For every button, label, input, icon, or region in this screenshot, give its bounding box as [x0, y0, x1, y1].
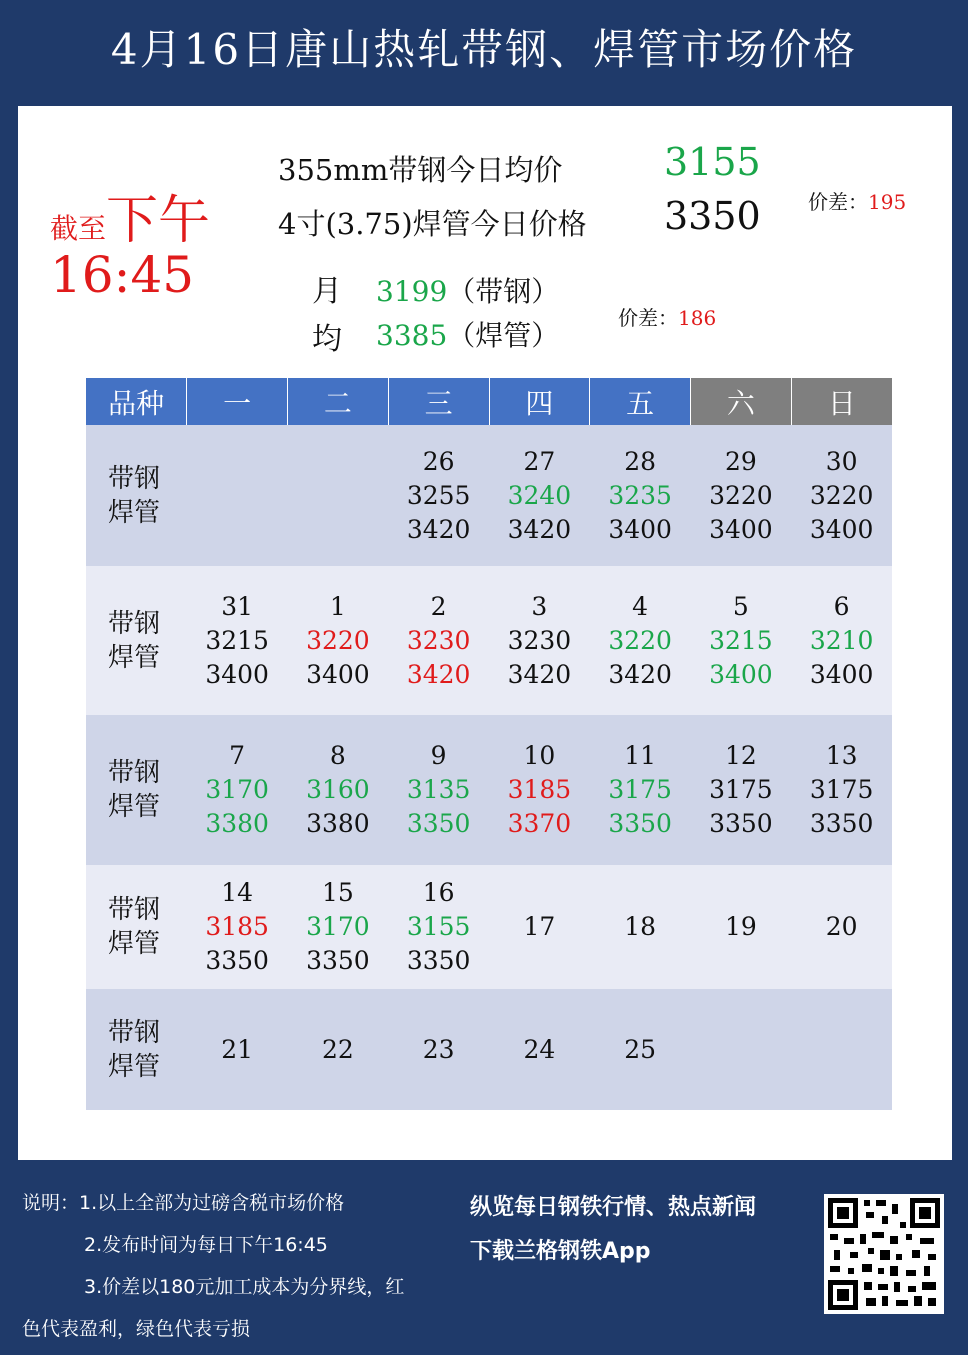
day-cell [187, 566, 288, 715]
kind-pipe-label: 焊管 [108, 792, 161, 822]
strip-avg-value: 3155 [664, 140, 761, 184]
header-sun: 日 [791, 378, 892, 425]
promo-line-1: 纵览每日钢铁行情、热点新闻 [470, 1195, 757, 1220]
kind-cell [86, 566, 187, 715]
note-line-3: 3.价差以180元加工成本为分界线，红 [84, 1276, 405, 1298]
day-cell [187, 865, 288, 989]
kind-strip-label: 带钢 [108, 758, 161, 788]
kind-pipe-label: 焊管 [108, 642, 161, 673]
strip-price: 3170 [306, 912, 370, 941]
kind-strip-label: 带钢 [108, 895, 161, 925]
pipe-price: 3400 [809, 659, 874, 689]
monthly-label-2: 均 [312, 322, 342, 357]
day-cell [388, 989, 489, 1110]
day-cell [590, 989, 691, 1110]
calendar-body [86, 425, 892, 1110]
day-number: 18 [624, 912, 657, 941]
monthly-diff-value: 186 [678, 306, 717, 330]
day-cell [489, 865, 590, 989]
pipe-price: 3420 [406, 659, 471, 689]
calendar-week-row [86, 566, 892, 715]
note-line-1: 说明：1.以上全部为过磅含税市场价格 [22, 1192, 345, 1214]
day-cell [590, 865, 691, 989]
price-panel [18, 106, 952, 1160]
note-line-2: 2.发布时间为每日下午16:45 [84, 1234, 328, 1256]
price-calendar [86, 378, 892, 1110]
day-number: 30 [825, 446, 858, 476]
strip-price: 3220 [809, 480, 874, 510]
day-cell [791, 425, 892, 566]
day-cell [791, 715, 892, 865]
day-number: 24 [523, 1034, 556, 1064]
day-number: 21 [221, 1034, 254, 1064]
day-number: 9 [430, 741, 447, 770]
promo-line-2: 下载兰格钢铁App [470, 1239, 651, 1264]
day-number: 3 [531, 591, 548, 621]
day-number: 17 [523, 912, 556, 941]
pipe-price: 3350 [205, 946, 269, 975]
pipe-price: 3370 [507, 809, 572, 838]
app-promo [470, 1186, 756, 1274]
pipe-price: 3400 [306, 659, 370, 689]
pipe-price: 3420 [406, 514, 471, 544]
day-cell [187, 425, 288, 566]
cutoff-label [50, 178, 210, 253]
kind-strip-label: 带钢 [108, 608, 161, 639]
day-cell [791, 989, 892, 1110]
qr-code-graphic [824, 1194, 944, 1314]
day-number: 16 [422, 878, 455, 907]
day-cell [489, 715, 590, 865]
kind-pipe-label: 焊管 [108, 497, 161, 528]
calendar-week-row [86, 715, 892, 865]
monthly-pipe-suffix: （焊管） [447, 319, 560, 352]
calendar-week-row [86, 989, 892, 1110]
strip-price: 3135 [406, 775, 471, 804]
pipe-price: 3350 [406, 809, 471, 838]
daily-diff-value: 195 [868, 190, 907, 214]
strip-price: 3220 [306, 625, 370, 655]
day-number: 6 [833, 591, 850, 621]
monthly-pipe [376, 314, 559, 354]
day-cell [691, 989, 792, 1110]
pipe-price: 3400 [809, 514, 874, 544]
day-number: 26 [422, 446, 455, 476]
monthly-strip-suffix: （带钢） [447, 275, 560, 308]
kind-strip-label: 带钢 [108, 1017, 161, 1048]
day-number: 25 [624, 1034, 657, 1064]
day-number: 12 [724, 741, 757, 770]
pipe-price-label: 4寸(3.75)焊管今日价格 [278, 207, 587, 241]
day-number: 7 [229, 741, 246, 770]
pipe-price: 3400 [709, 514, 773, 544]
kind-cell [86, 989, 187, 1110]
header-sat: 六 [691, 378, 792, 425]
day-number: 28 [624, 446, 657, 476]
day-number: 14 [221, 878, 254, 907]
strip-price: 3230 [507, 625, 572, 655]
day-number: 8 [329, 741, 346, 770]
day-cell [288, 865, 389, 989]
monthly-strip [376, 270, 559, 310]
strip-price: 3220 [709, 480, 773, 510]
monthly-diff-label: 价差： [618, 306, 678, 330]
day-number: 27 [523, 446, 556, 476]
pipe-price-value: 3350 [664, 194, 761, 238]
strip-price: 3160 [306, 775, 370, 804]
pipe-price: 3400 [608, 514, 672, 544]
kind-cell [86, 425, 187, 566]
kind-pipe-label: 焊管 [108, 1051, 161, 1082]
day-number: 20 [825, 912, 858, 941]
pipe-price: 3380 [306, 809, 370, 838]
strip-price: 3255 [406, 480, 471, 510]
daily-diff [808, 186, 906, 215]
cutoff-time: 16:45 [50, 246, 195, 304]
day-cell [691, 715, 792, 865]
pipe-price: 3350 [306, 946, 370, 975]
pipe-price: 3350 [406, 946, 471, 975]
strip-price: 3230 [406, 625, 471, 655]
strip-price: 3170 [205, 775, 269, 804]
day-cell [388, 715, 489, 865]
calendar-header-row [86, 378, 892, 425]
day-number: 13 [825, 741, 858, 770]
day-cell [590, 566, 691, 715]
strip-price: 3240 [507, 480, 572, 510]
strip-price: 3155 [406, 912, 471, 941]
strip-avg-label: 355mm带钢今日均价 [278, 153, 563, 187]
day-number: 2 [430, 591, 447, 621]
pipe-price: 3420 [507, 659, 572, 689]
day-number: 5 [732, 591, 749, 621]
calendar-week-row [86, 425, 892, 566]
header-kind: 品种 [86, 378, 187, 425]
strip-price: 3175 [709, 775, 773, 804]
day-cell [489, 566, 590, 715]
header-wed: 三 [388, 378, 489, 425]
day-number: 29 [724, 446, 757, 476]
cutoff-period: 下午 [106, 191, 211, 251]
day-cell [187, 715, 288, 865]
day-cell [590, 715, 691, 865]
header-mon: 一 [187, 378, 288, 425]
strip-price: 3185 [205, 912, 269, 941]
strip-price: 3175 [608, 775, 672, 804]
pipe-price: 3350 [608, 809, 672, 838]
strip-price: 3235 [608, 480, 672, 510]
day-cell [590, 425, 691, 566]
day-number: 15 [321, 878, 354, 907]
day-cell [288, 425, 389, 566]
strip-price: 3215 [709, 625, 773, 655]
day-cell [388, 865, 489, 989]
pipe-price: 3400 [205, 659, 269, 689]
monthly-strip-value: 3199 [376, 275, 448, 308]
note-line-4: 色代表盈利，绿色代表亏损 [22, 1318, 251, 1340]
qr-code-icon[interactable] [824, 1194, 944, 1314]
daily-diff-label: 价差： [808, 190, 868, 214]
day-number: 4 [632, 591, 649, 621]
day-number: 22 [321, 1034, 354, 1064]
day-cell [489, 425, 590, 566]
cutoff-prefix: 截至 [50, 212, 107, 245]
monthly-pipe-value: 3385 [376, 319, 448, 352]
day-number: 11 [624, 741, 657, 770]
pipe-price: 3420 [608, 659, 672, 689]
monthly-diff [618, 302, 716, 331]
day-number: 1 [329, 591, 346, 621]
day-cell [691, 865, 792, 989]
day-cell [388, 566, 489, 715]
kind-cell [86, 715, 187, 865]
day-cell [288, 715, 389, 865]
kind-pipe-label: 焊管 [108, 929, 161, 959]
day-cell [187, 989, 288, 1110]
day-cell [388, 425, 489, 566]
header-fri: 五 [590, 378, 691, 425]
pipe-price: 3350 [809, 809, 874, 838]
day-cell [691, 425, 792, 566]
pipe-price: 3420 [507, 514, 572, 544]
day-cell [791, 865, 892, 989]
strip-price: 3185 [507, 775, 572, 804]
pipe-price: 3380 [205, 809, 269, 838]
kind-strip-label: 带钢 [108, 463, 161, 494]
day-number: 19 [724, 912, 757, 941]
header-tue: 二 [288, 378, 389, 425]
day-cell [489, 989, 590, 1110]
day-cell [288, 566, 389, 715]
kind-cell [86, 865, 187, 989]
day-cell [288, 989, 389, 1110]
monthly-label-1: 月 [312, 274, 342, 309]
day-number: 23 [422, 1034, 455, 1064]
day-number: 31 [221, 591, 254, 621]
strip-price: 3210 [809, 625, 874, 655]
day-number: 10 [523, 741, 556, 770]
page-title: 4月16日唐山热轧带钢、焊管市场价格 [110, 25, 858, 74]
calendar-week-row [86, 865, 892, 989]
notes [22, 1182, 404, 1350]
header-thu: 四 [489, 378, 590, 425]
strip-price: 3175 [809, 775, 874, 804]
pipe-price: 3400 [709, 659, 773, 689]
pipe-price: 3350 [709, 809, 773, 838]
strip-price: 3220 [608, 625, 672, 655]
day-cell [791, 566, 892, 715]
strip-price: 3215 [205, 625, 269, 655]
day-cell [691, 566, 792, 715]
